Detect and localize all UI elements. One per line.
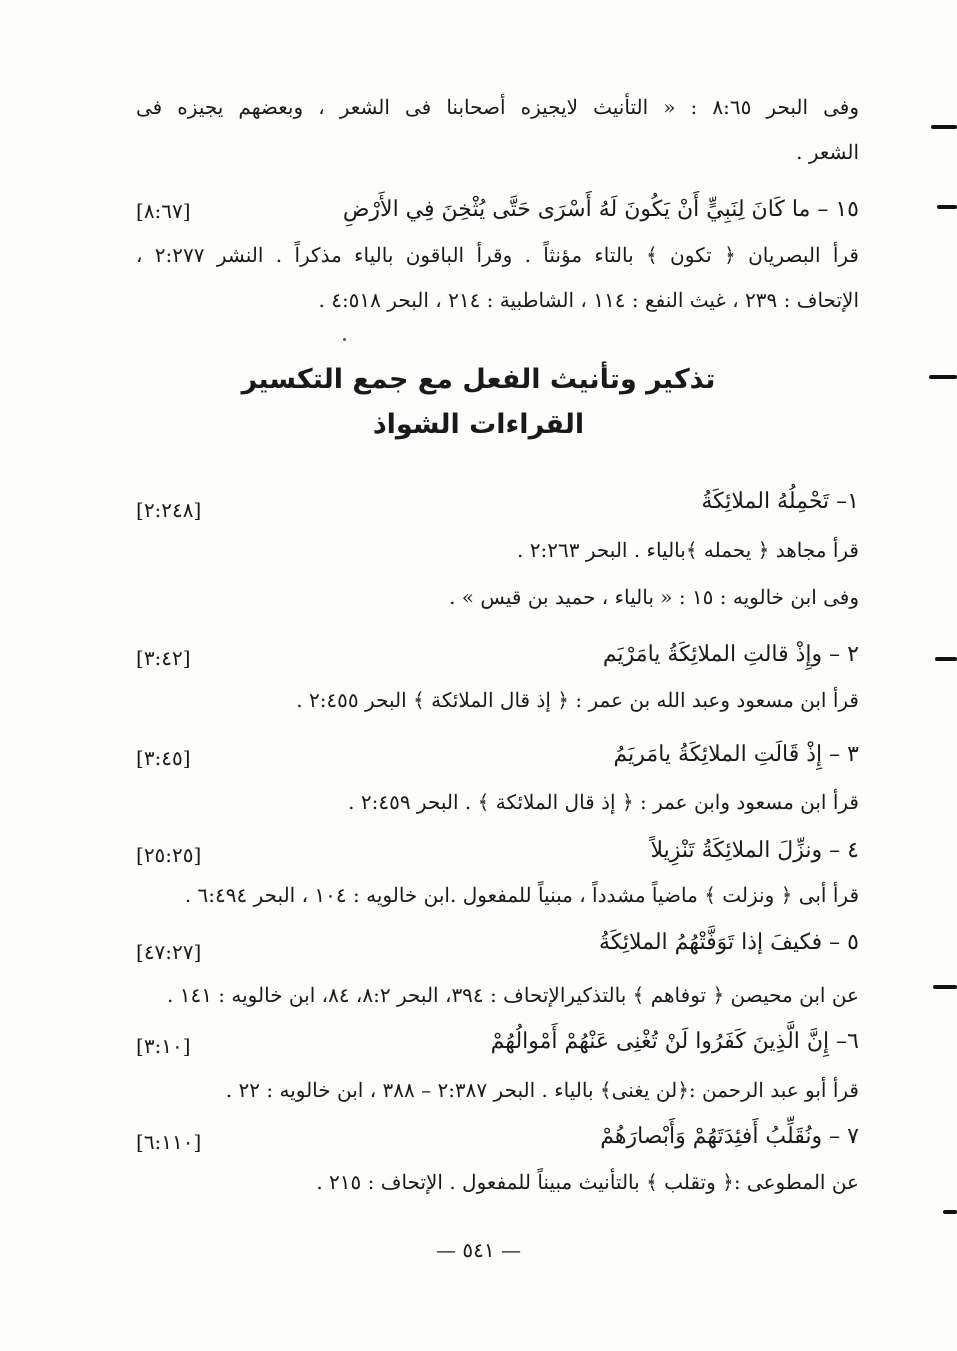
note-line: عن ابن محيصن ﴿ توفاهم ﴾ بالتذكيرالإتحاف : ٣٩٤، البحر ٨:٢، ٨٤، ابن خالويه : ١٤١ . [166, 983, 859, 1007]
verse-reference: [٨:٦٧] [136, 199, 191, 223]
verse-reference: [٤٧:٢٧] [136, 940, 202, 964]
verse-line: ٣ – إِذْ قَالَتِ الملائِكَةُ يامَريَمُ [613, 742, 859, 767]
paragraph-line: الشعر . [796, 140, 859, 164]
note-line: عن المطوعى :﴿ وتقلب ﴾ بالتأنيث مبيناً للمفعول . الإتحاف : ٢١٥ . [316, 1170, 859, 1194]
verse-reference: [٢:٢٤٨] [136, 498, 202, 522]
verse-line: ٢ – وإِذْ قالتِ الملائِكَةُ يامَرْيَم [602, 642, 859, 667]
scan-edge-mark [933, 985, 957, 989]
scan-edge-mark [935, 657, 957, 661]
note-line: وفى ابن خالويه : ١٥ : « بالياء ، حميد بن قيس » . [449, 585, 859, 609]
verse-reference: [٣:٤٢] [136, 646, 191, 670]
verse-line: ١– تَحْمِلُهُ الملائِكَةُ [701, 489, 859, 514]
note-line: قرأ أبو عبد الرحمن :﴿لن يغنى﴾ بالياء . البحر ٢:٣٨٧ – ٣٨٨ ، ابن خالويه : ٢٢ . [225, 1078, 859, 1102]
verse-reference: [٦:١١٠] [136, 1130, 202, 1154]
scan-dot [343, 338, 346, 341]
verse-line: ٤ – ونزِّلَ الملائِكَةُ تَنْزِيلاً [650, 838, 859, 863]
verse-line: ٦– إِنَّ الَّذِينَ كَفَرُوا لَنْ تُغْنِى عَنْهُمْ أَمْوالُهُمْ [490, 1029, 859, 1054]
section-subtitle: القراءات الشواذ [372, 409, 585, 440]
section-title: تذكير وتأنيث الفعل مع جمع التكسير [241, 364, 716, 395]
scan-edge-mark [929, 375, 957, 379]
scan-edge-mark [937, 205, 957, 209]
note-line: قرأ مجاهد ﴿ يحمله ﴾بالياء . البحر ٢:٢٦٣ . [517, 538, 859, 562]
verse-line: ٧ – ونُقَلِّبُ أَفئِدَتَهُمْ وَأَبْصارَهُمْ [600, 1124, 859, 1149]
scan-edge-mark [943, 1210, 957, 1214]
note-line: قرأ أبى ﴿ ونزلت ﴾ ماضياً مشدداً ، مبنياً للمفعول .ابن خالويه : ١٠٤ ، البحر ٦:٤٩٤ . [184, 883, 859, 907]
paragraph-line: وفى البحر ٨:٦٥ : « التأنيث لايجيزه أصحابنا فى الشعر ، وبعضهم يجيزه فى [136, 95, 859, 119]
note-line: قرأ ابن مسعود وابن عمر : ﴿ إذ قال الملائكة ﴾ . البحر ٢:٤٥٩ . [348, 790, 859, 814]
verse-reference: [٣:٤٥] [136, 746, 191, 770]
verse-reference: [٢٥:٢٥] [136, 843, 202, 867]
page-number: — ٥٤١ — [436, 1238, 521, 1262]
note-line: الإتحاف : ٢٣٩ ، غيث النفع : ١١٤ ، الشاطبية : ٢١٤ ، البحر ٤:٥١٨ . [318, 288, 859, 312]
note-line: قرأ ابن مسعود وعبد الله بن عمر : ﴿ إذ قال الملائكة ﴾ البحر ٢:٤٥٥ . [296, 688, 859, 712]
verse-line: ١٥ – ما كَانَ لِنَبِيٍّ أَنْ يَكُونَ لَهُ أَسْرَى حَتَّى يُثْخِنَ فِي الأَرْضِ [342, 197, 859, 222]
scan-edge-mark [931, 125, 957, 129]
verse-reference: [٣:١٠] [136, 1034, 191, 1058]
note-line: قرأ البصريان ﴿ تكون ﴾ بالتاء مؤنثاً . وقرأ الباقون بالياء مذكراً . النشر ٢:٢٧٧ ، [136, 243, 859, 267]
verse-line: ٥ – فكيفَ إذا تَوَفَّتْهُمُ الملائِكَةُ [598, 930, 859, 955]
